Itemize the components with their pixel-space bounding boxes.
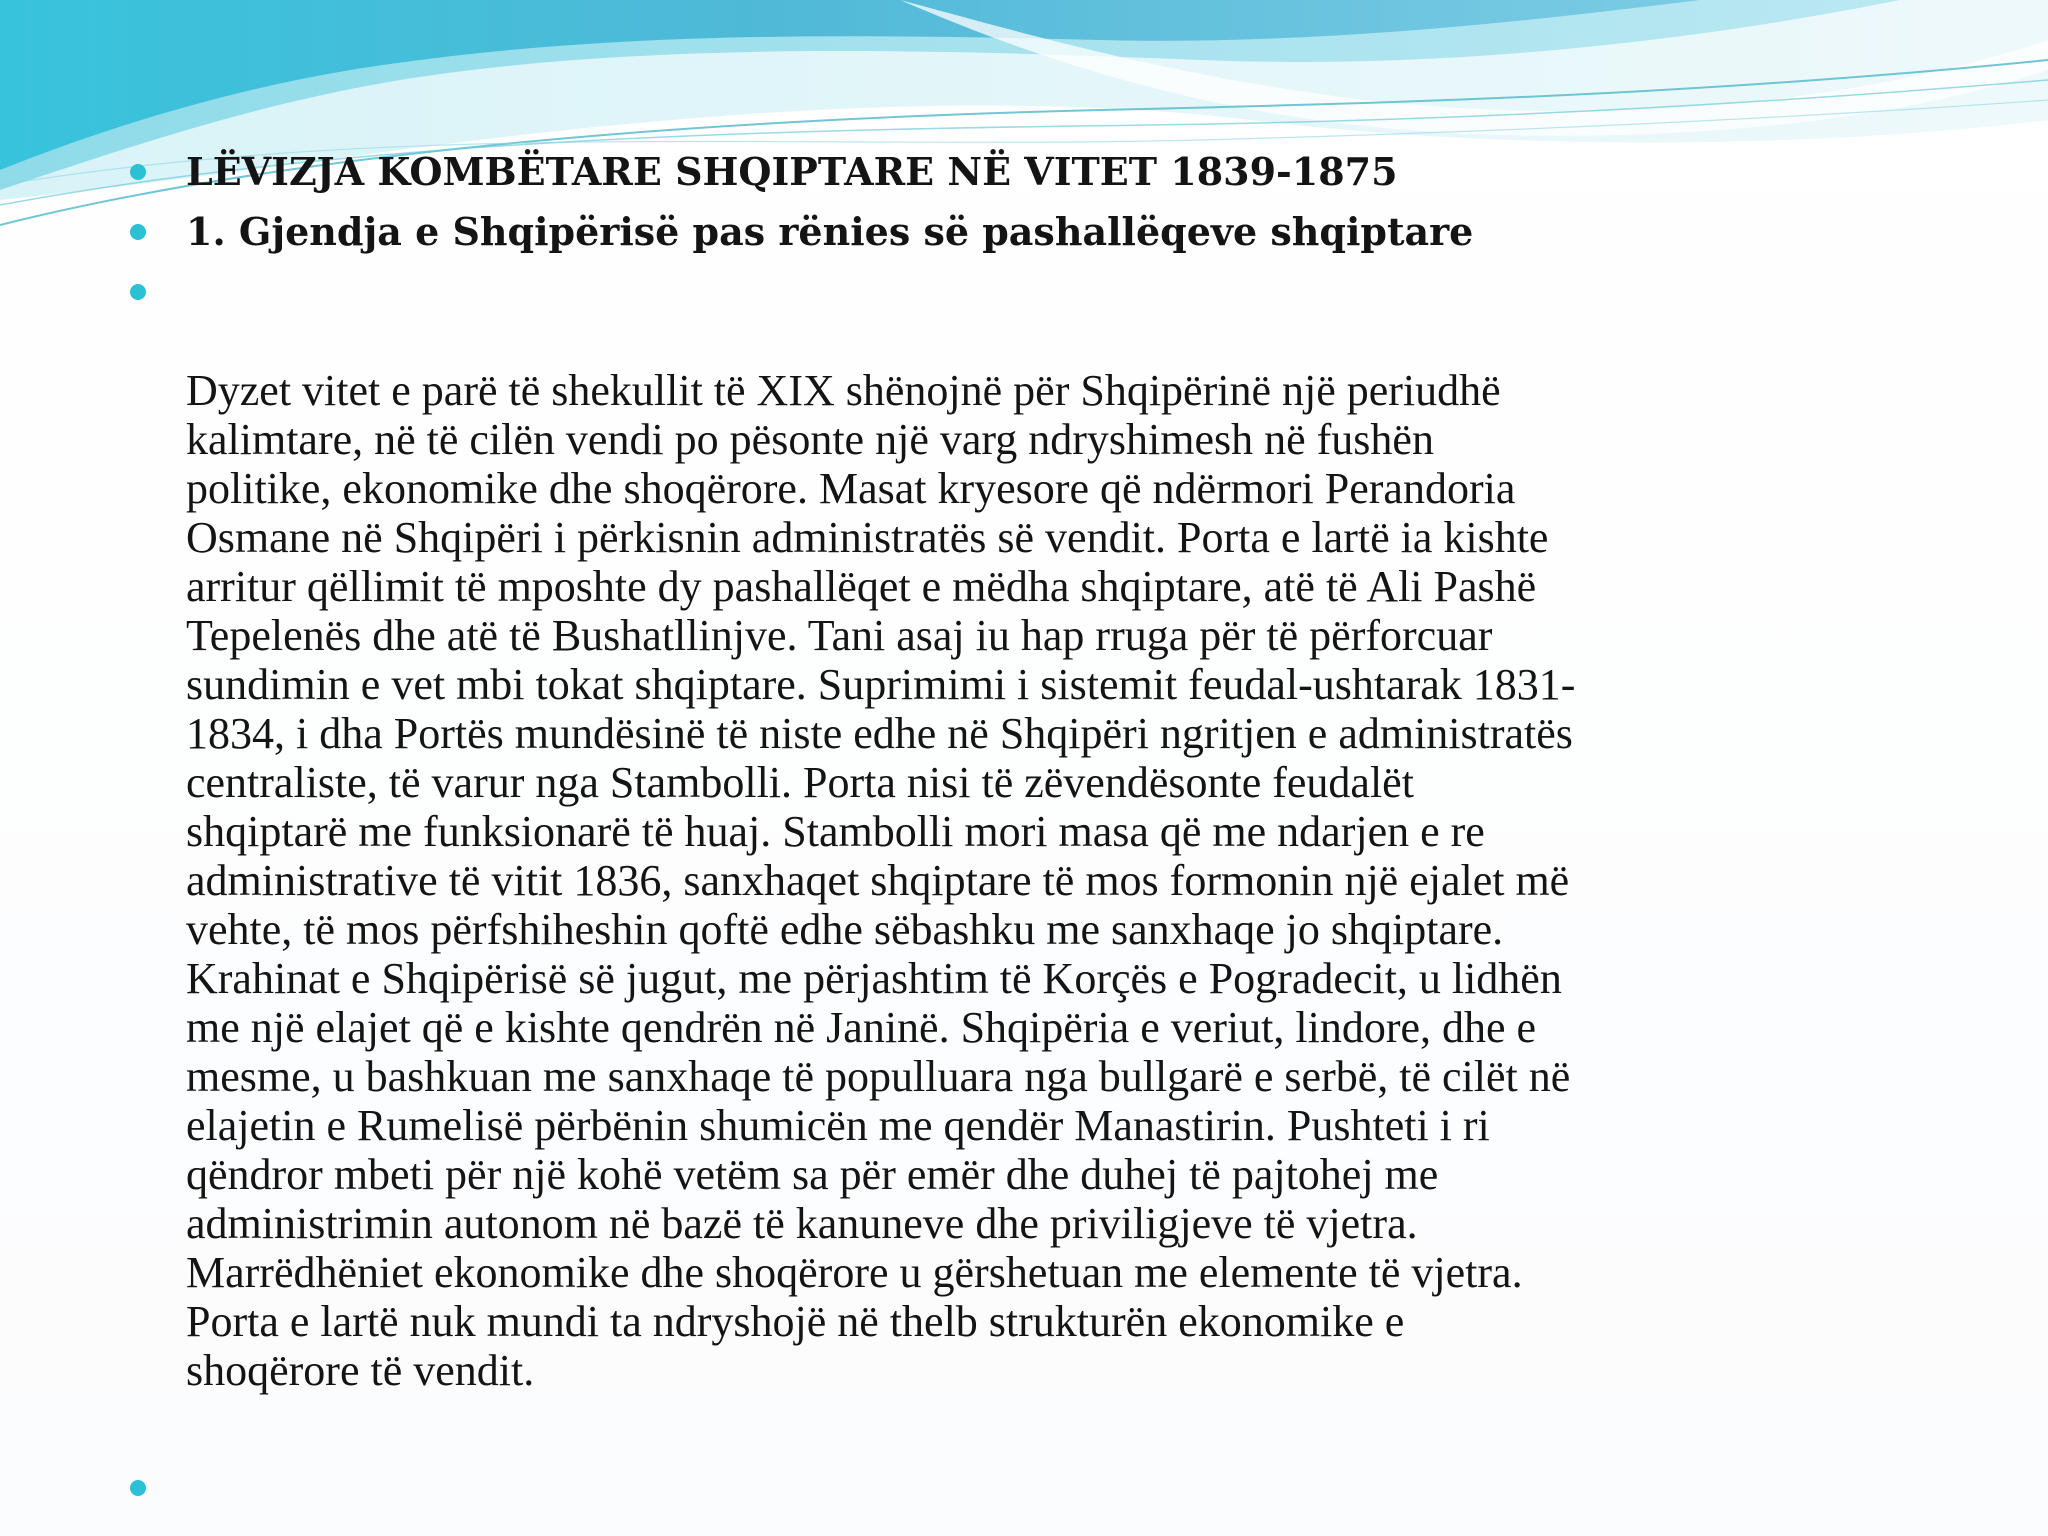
- slide-subtitle-item: [130, 202, 1930, 262]
- bullet-icon: [130, 164, 146, 180]
- body-paragraph: [186, 366, 1930, 1395]
- body-line: qëndror mbeti për një kohë vetëm sa për emër dhe duhej të pajtohej me: [186, 1150, 1439, 1199]
- empty-bullet-item: [130, 1464, 1930, 1513]
- body-line: vehte, të mos përfshiheshin qoftë edhe sëbashku me sanxhaqe jo shqiptare.: [186, 905, 1504, 954]
- body-line: Krahinat e Shqipërisë së jugut, me përjashtim të Korçës e Pogradecit, u lidhën: [186, 954, 1562, 1003]
- body-line: Marrëdhëniet ekonomike dhe shoqërore u gërshetuan me elemente të vjetra.: [186, 1248, 1523, 1297]
- body-line: Dyzet vitet e parë të shekullit të XIX shënojnë për Shqipërinë një periudhë: [186, 366, 1501, 415]
- body-line: 1834, i dha Portës mundësinë të niste edhe në Shqipëri ngritjen e administratës: [186, 709, 1573, 758]
- bullet-icon: [130, 1480, 146, 1496]
- body-line: shqiptarë me funksionarë të huaj. Stambolli mori masa që me ndarjen e re: [186, 807, 1485, 856]
- body-line: Osmane në Shqipëri i përkisnin administratës së vendit. Porta e lartë ia kishte: [186, 513, 1549, 562]
- body-line: Porta e lartë nuk mundi ta ndryshojë në thelb strukturën ekonomike e: [186, 1297, 1405, 1346]
- body-line: administrative të vitit 1836, sanxhaqet shqiptare të mos formonin një ejalet më: [186, 856, 1570, 905]
- bullet-icon: [130, 224, 146, 240]
- body-line: kalimtare, në të cilën vendi po pësonte një varg ndryshimesh në fushën: [186, 415, 1434, 464]
- body-line: Tepelenës dhe atë të Bushatllinjve. Tani asaj iu hap rruga për të përforcuar: [186, 611, 1493, 660]
- body-line: administrimin autonom në bazë të kanuneve dhe priviligjeve të vjetra.: [186, 1199, 1418, 1248]
- slide-content: [130, 142, 1930, 1513]
- body-line: me një elajet që e kishte qendrën në Janinë. Shqipëria e veriut, lindore, dhe e: [186, 1003, 1537, 1052]
- body-line: sundimin e vet mbi tokat shqiptare. Suprimimi i sistemit feudal-ushtarak 1831-: [186, 660, 1576, 709]
- body-line: politike, ekonomike dhe shoqërore. Masat kryesore që ndërmori Perandoria: [186, 464, 1516, 513]
- body-line: shoqërore të vendit.: [186, 1346, 535, 1395]
- body-line: centraliste, të varur nga Stambolli. Porta nisi të zëvendësonte feudalët: [186, 758, 1414, 807]
- slide-title: LËVIZJA KOMBËTARE SHQIPTARE NË VITET 1839-1875: [186, 149, 1398, 194]
- body-line: elajetin e Rumelisë përbënin shumicën me qendër Manastirin. Pushteti i ri: [186, 1101, 1490, 1150]
- body-line: mesme, u bashkuan me sanxhaqe të populluara nga bullgarë e serbë, të cilët në: [186, 1052, 1571, 1101]
- body-line: arritur qëllimit të mposhte dy pashallëqet e mëdha shqiptare, atë të Ali Pashë: [186, 562, 1537, 611]
- body-paragraph-item: [130, 268, 1930, 1444]
- slide-subtitle: 1. Gjendja e Shqipërisë pas rënies së pashallëqeve shqiptare: [186, 209, 1474, 254]
- bullet-icon: [130, 284, 146, 300]
- slide-title-item: [130, 142, 1930, 202]
